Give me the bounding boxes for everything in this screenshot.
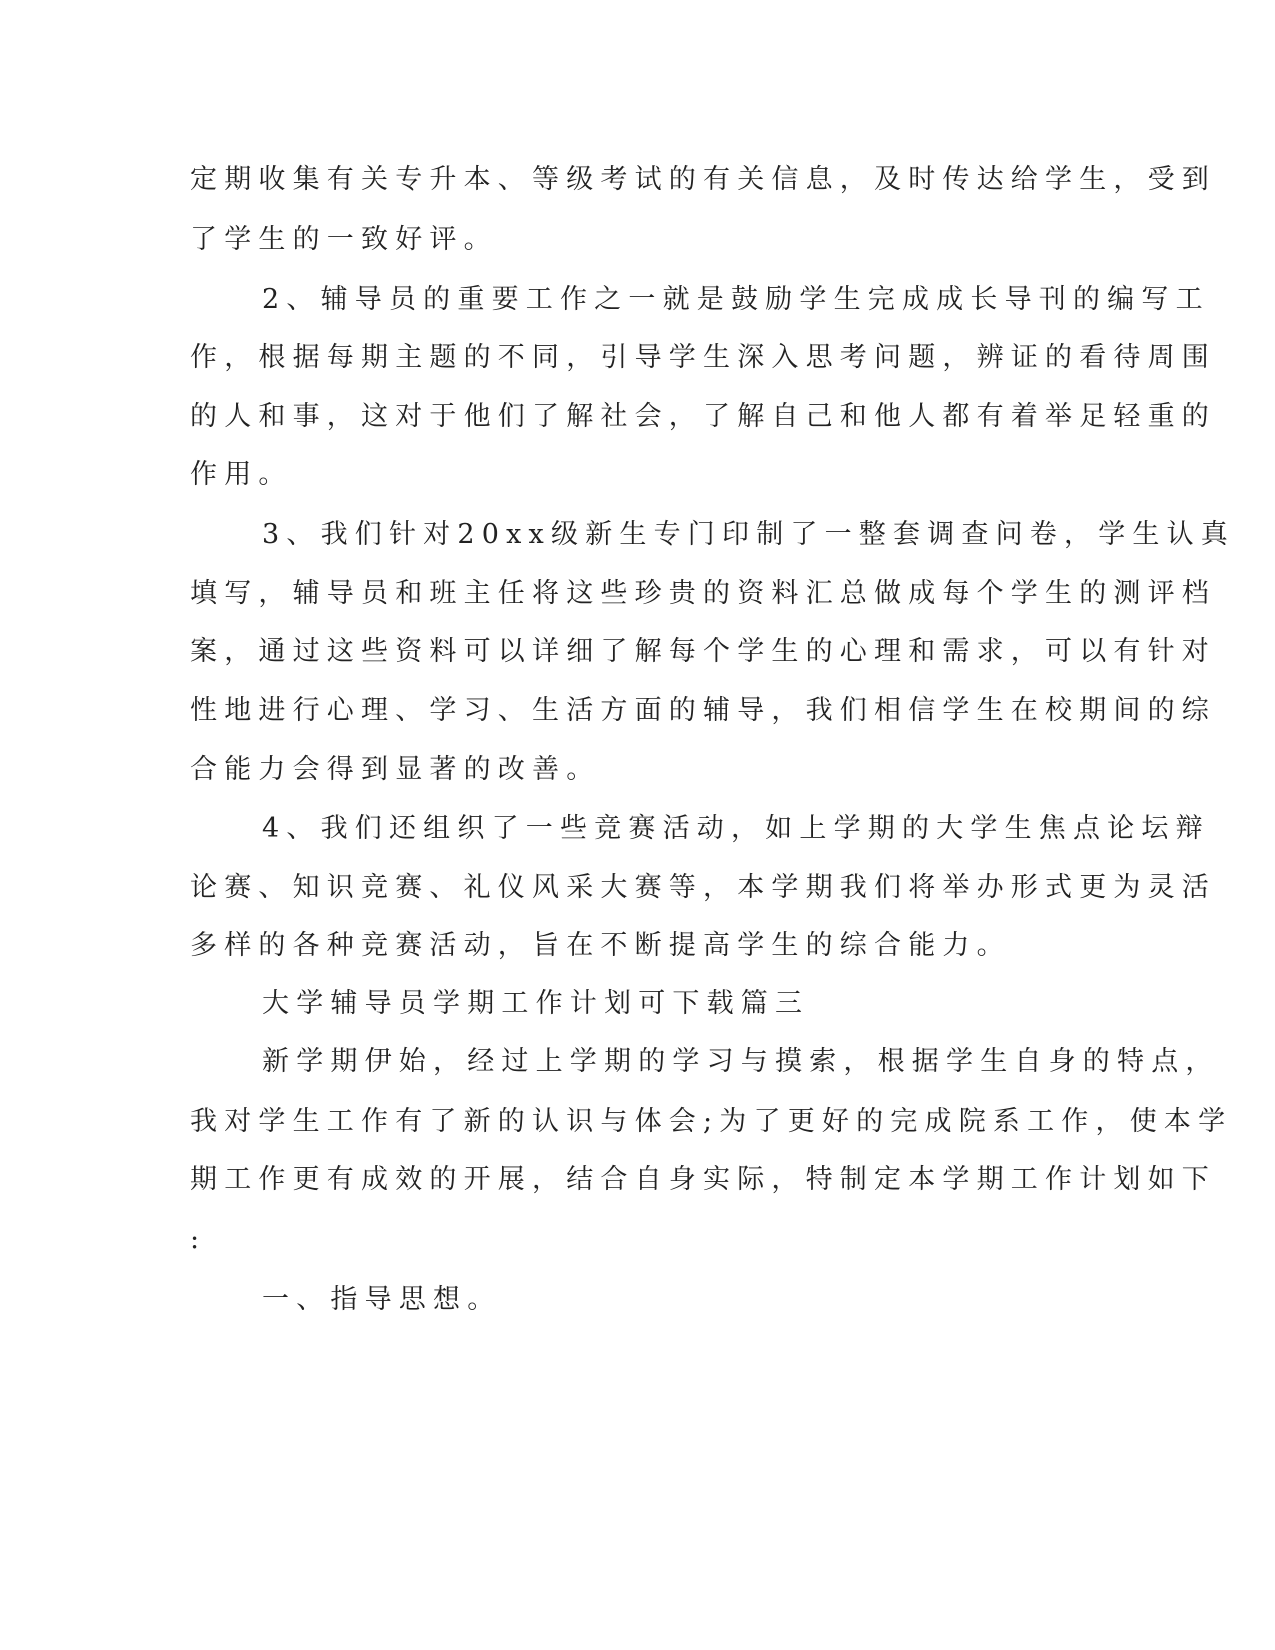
text-line: 定期收集有关专升本、等级考试的有关信息，及时传达给学生，受到: [190, 164, 1216, 195]
paragraph-4-start: 4、我们还组织了一些竞赛活动，如上学期的大学生焦点论坛辩: [262, 813, 1210, 844]
text-line: 合能力会得到显著的改善。: [190, 754, 601, 785]
text-line: 论赛、知识竞赛、礼仪风采大赛等，本学期我们将举办形式更为灵活: [190, 872, 1216, 903]
text-line: 多样的各种竞赛活动，旨在不断提高学生的综合能力。: [190, 930, 1011, 961]
paragraph-intro-start: 新学期伊始，经过上学期的学习与摸索，根据学生自身的特点，: [262, 1046, 1220, 1077]
text-line: :: [190, 1224, 207, 1255]
section-heading: 大学辅导员学期工作计划可下载篇三: [262, 988, 810, 1019]
text-line: 我对学生工作有了新的认识与体会;为了更好的完成院系工作，使本学: [190, 1106, 1233, 1137]
text-line: 了学生的一致好评。: [190, 224, 498, 255]
paragraph-2-start: 2、辅导员的重要工作之一就是鼓励学生完成成长导刊的编写工: [262, 284, 1210, 315]
text-line: 性地进行心理、学习、生活方面的辅导，我们相信学生在校期间的综: [190, 695, 1216, 726]
text-line: 案，通过这些资料可以详细了解每个学生的心理和需求，可以有针对: [190, 636, 1216, 667]
text-line: 期工作更有成效的开展，结合自身实际，特制定本学期工作计划如下: [190, 1164, 1216, 1195]
text-line: 作用。: [190, 459, 293, 490]
paragraph-3-start: 3、我们针对20xx级新生专门印制了一整套调查问卷，学生认真: [262, 519, 1235, 550]
text-line: 的人和事，这对于他们了解社会，了解自己和他人都有着举足轻重的: [190, 401, 1216, 432]
text-line: 填写，辅导员和班主任将这些珍贵的资料汇总做成每个学生的测评档: [190, 578, 1216, 609]
text-line: 作，根据每期主题的不同，引导学生深入思考问题，辨证的看待周围: [190, 342, 1216, 373]
subsection-heading: 一、指导思想。: [262, 1284, 502, 1315]
